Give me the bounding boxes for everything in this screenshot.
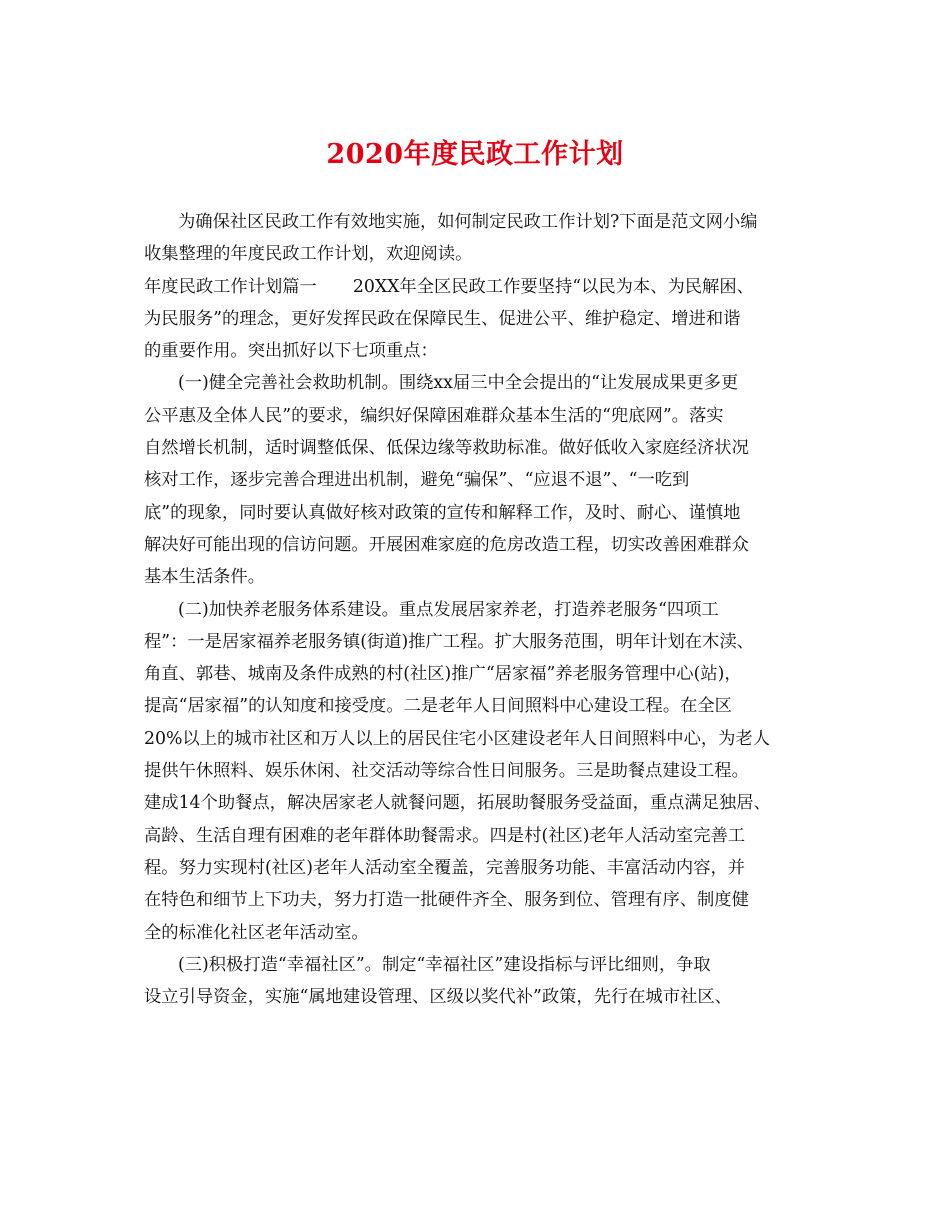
- document-title: 2020年度民政工作计划: [326, 139, 624, 170]
- section-heading-text: 年度民政工作计划篇一: [144, 276, 317, 297]
- paragraph-line: (三)积极打造“幸福社区”。制定“幸福社区”建设指标与评比细则，争取: [178, 954, 711, 975]
- paragraph-line: 全的标准化社区老年活动室。: [144, 922, 369, 943]
- paragraph-line: 解决好可能出现的信访问题。开展困难家庭的危房改造工程，切实改善困难群众: [144, 534, 749, 555]
- paragraph-line: 程”：一是居家福养老服务镇(街道)推广工程。扩大服务范围，明年计划在木渎、: [144, 631, 754, 652]
- paragraph-line: 底”的现象，同时要认真做好核对政策的宣传和解释工作，及时、耐心、谨慎地: [144, 502, 741, 523]
- paragraph-line: (一)健全完善社会救助机制。围绕xx届三中全会提出的“让发展成果更多更: [178, 373, 739, 394]
- paragraph-line: 核对工作，逐步完善合理进出机制，避免“骗保”、“应退不退”、“一吃到: [144, 470, 690, 491]
- paragraph-line: 公平惠及全体人民”的要求，编织好保障困难群众基本生活的“兜底网”。落实: [144, 405, 724, 426]
- paragraph-line: 程。努力实现村(社区)老年人活动室全覆盖，完善服务功能、丰富活动内容，并: [144, 857, 746, 878]
- paragraph-line: 为民服务”的理念，更好发挥民政在保障民生、促进公平、维护稳定、增进和谐: [144, 308, 741, 329]
- paragraph-line: 的重要作用。突出抓好以下七项重点：: [144, 341, 438, 362]
- paragraph-line: 基本生活条件。: [144, 567, 265, 588]
- paragraph-line: 提供午休照料、娱乐休闲、社交活动等综合性日间服务。三是助餐点建设工程。: [144, 761, 749, 782]
- paragraph-line: 建成14个助餐点，解决居家老人就餐问题，拓展助餐服务受益面，重点满足独居、: [144, 793, 771, 814]
- paragraph-line: (二)加快养老服务体系建设。重点发展居家养老，打造养老服务“四项工: [178, 599, 719, 620]
- paragraph-line: 高龄、生活自理有困难的老年群体助餐需求。四是村(社区)老年人活动室完善工: [144, 825, 746, 846]
- paragraph-line: 自然增长机制，适时调整低保、低保边缘等救助标准。做好低收入家庭经济状况: [144, 438, 749, 459]
- paragraph-line: 在特色和细节上下功夫，努力打造一批硬件齐全、服务到位、管理有序、制度健: [144, 890, 749, 911]
- paragraph-line: 为确保社区民政工作有效地实施，如何制定民政工作计划?下面是范文网小编: [178, 212, 758, 232]
- document-body: [144, 206, 812, 1013]
- paragraph-line: 收集整理的年度民政工作计划，欢迎阅读。: [144, 244, 473, 265]
- paragraph-line: 20%以上的城市社区和万人以上的居民住宅小区建设老年人日间照料中心，为老人: [144, 728, 770, 749]
- paragraph-text: 20XX年全区民政工作要坚持“以民为本、为民解困、: [352, 276, 754, 297]
- paragraph-line: 提高“居家福”的认知度和接受度。二是老年人日间照料中心建设工程。在全区: [144, 696, 732, 717]
- paragraph-line-with-gap: [144, 271, 812, 303]
- paragraph-line: 设立引导资金，实施“属地建设管理、区级以奖代补”政策，先行在城市社区、: [144, 987, 732, 1008]
- paragraph-line: 角直、郭巷、城南及条件成熟的村(社区)推广“居家福”养老服务管理中心(站)，: [144, 664, 742, 685]
